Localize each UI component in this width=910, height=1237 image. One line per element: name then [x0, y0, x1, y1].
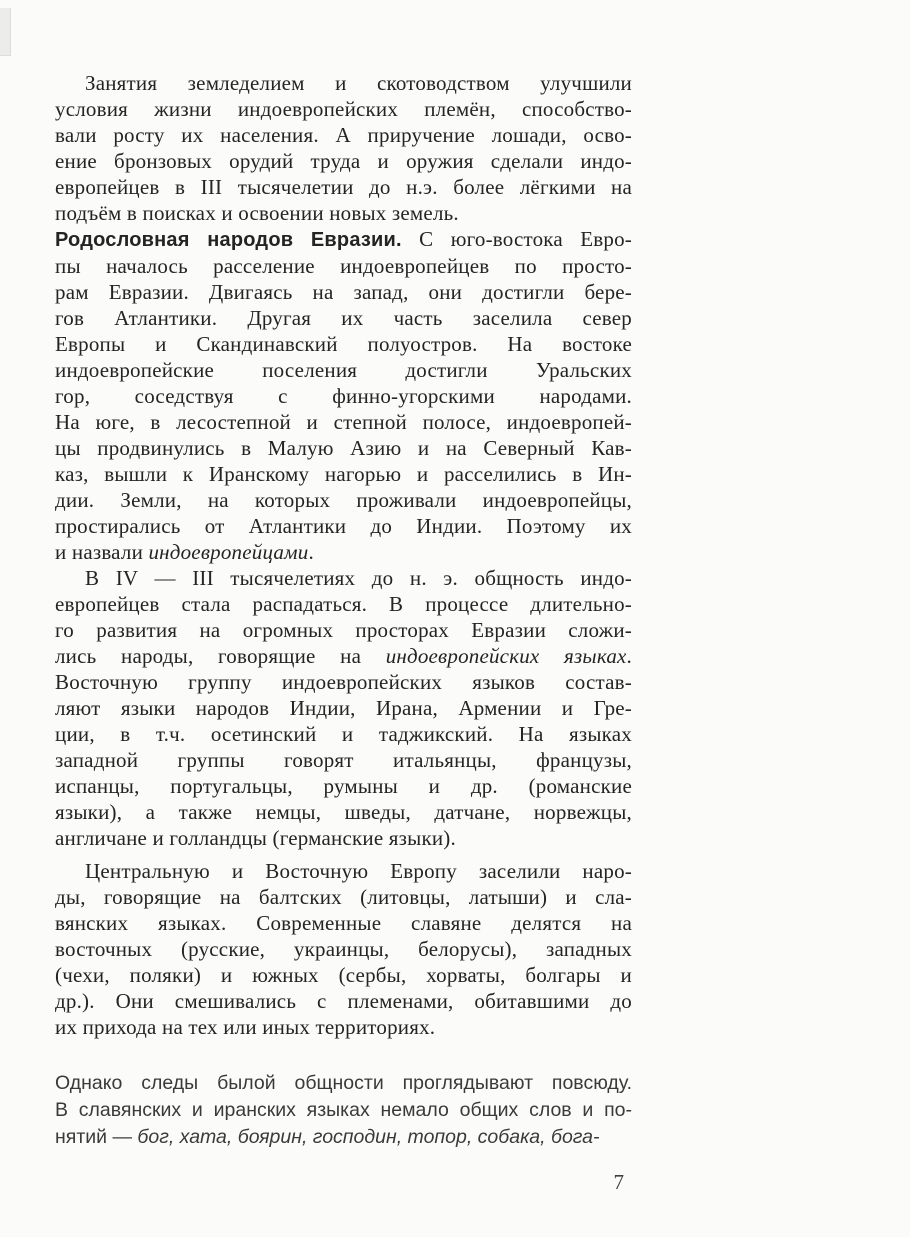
body-text: В славянских и иранских языках немало общих слов и по-: [55, 1099, 632, 1121]
body-text: языки), а также немцы, шведы, датчане, норвежцы,: [55, 800, 632, 824]
text-line: [55, 1097, 632, 1124]
body-text: простирались от Атлантики до Индии. Поэтому их: [55, 514, 632, 538]
text-line: [55, 539, 632, 565]
text-line: [55, 305, 632, 331]
body-text: .: [308, 540, 314, 564]
text-line: [55, 884, 632, 910]
text-line: [55, 383, 632, 409]
text-line: [55, 174, 632, 200]
body-text: гов Атлантики. Другая их часть заселила север: [55, 306, 632, 330]
text-line: [55, 1124, 632, 1151]
body-text: го развития на огромных просторах Евразии сложи-: [55, 618, 632, 642]
body-text: (чехи, поляки) и южных (сербы, хорваты, болгары и: [55, 963, 632, 987]
text-line: [55, 617, 632, 643]
text-line: [55, 461, 632, 487]
text-line: [55, 799, 632, 825]
body-text: лись народы, говорящие на: [55, 644, 386, 668]
body-text: .: [626, 644, 632, 668]
paragraph-intro: [55, 70, 632, 226]
body-text: др.). Они смешивались с племенами, обитавшими до: [55, 989, 632, 1013]
body-text: европейцев в III тысячелетии до н.э. более лёгкими на: [55, 175, 632, 199]
body-text: цы продвинулись в Малую Азию и на Северный Кав-: [55, 436, 632, 460]
body-text: Европы и Скандинавский полуостров. На востоке: [55, 332, 632, 356]
text-line: [55, 721, 632, 747]
text-line: [55, 962, 632, 988]
text-line: [55, 226, 632, 253]
emphasis-text: индоевропейцами: [148, 540, 309, 564]
body-text: дии. Земли, на которых проживали индоевропейцы,: [55, 488, 632, 512]
text-line: [55, 331, 632, 357]
text-line: [55, 357, 632, 383]
body-text: пы началось расселение индоевропейцев по просто-: [55, 254, 632, 278]
paragraph-raspad-obshchnosti: [55, 565, 632, 851]
body-text: гор, соседствуя с финно-угорскими народами.: [55, 384, 632, 408]
text-line: [55, 936, 632, 962]
text-line: [55, 825, 632, 851]
run-in-heading: Родословная народов Евразии.: [55, 229, 402, 251]
body-text: ляют языки народов Индии, Ирана, Армении и Гре-: [55, 696, 632, 720]
body-text: ды, говорящие на балтских (литовцы, латыши) и сла-: [55, 885, 632, 909]
body-text: Восточную группу индоевропейских языков состав-: [55, 670, 632, 694]
body-text: ение бронзовых орудий труда и оружия сделали индо-: [55, 149, 632, 173]
text-line: [55, 279, 632, 305]
text-line: [55, 858, 632, 884]
text-line: [55, 591, 632, 617]
body-text: восточных (русские, украинцы, белорусы), западных: [55, 937, 632, 961]
text-column: [55, 70, 632, 1151]
emphasis-text: бог, хата, боярин, господин, топор, собака, бога-: [137, 1126, 600, 1148]
body-text: их прихода на тех или иных территориях.: [55, 1015, 436, 1039]
body-text: рам Евразии. Двигаясь на запад, они достигли бере-: [55, 280, 632, 304]
text-line: [55, 487, 632, 513]
body-text: нятий —: [55, 1126, 138, 1148]
body-text: ции, в т.ч. осетинский и таджикский. На языках: [55, 722, 632, 746]
body-text: условия жизни индоевропейских племён, способство-: [55, 97, 632, 121]
text-line: [55, 747, 632, 773]
scan-edge-artifact: [0, 8, 11, 56]
text-line: [55, 70, 632, 96]
body-text: и назвали: [55, 540, 149, 564]
text-line: [55, 910, 632, 936]
body-text: На юге, в лесостепной и степной полосе, индоевропей-: [55, 410, 632, 434]
body-text: Занятия земледелием и скотоводством улучшили: [85, 71, 632, 95]
body-text: Однако следы былой общности проглядывают повсюду.: [55, 1072, 632, 1094]
text-line: [55, 122, 632, 148]
body-text: вали росту их населения. А приручение лошади, осво-: [55, 123, 632, 147]
body-text: С юго-востока Евро-: [401, 227, 632, 251]
text-line: [55, 200, 632, 226]
text-line: [55, 695, 632, 721]
page-number: 7: [613, 1170, 624, 1194]
body-text: испанцы, португальцы, румыны и др. (романские: [55, 774, 632, 798]
body-text: Центральную и Восточную Европу заселили наро-: [85, 859, 632, 883]
text-line: [55, 773, 632, 799]
text-line: [55, 96, 632, 122]
text-line: [55, 253, 632, 279]
text-line: [55, 1014, 632, 1040]
body-text: индоевропейские поселения достигли Уральских: [55, 358, 632, 382]
body-text: вянских языках. Современные славяне делятся на: [55, 911, 632, 935]
body-text: подъём в поисках и освоении новых земель.: [55, 201, 459, 225]
body-text: западной группы говорят итальянцы, французы,: [55, 748, 632, 772]
text-line: [55, 409, 632, 435]
text-line: [55, 669, 632, 695]
text-line: [55, 1070, 632, 1097]
body-text: европейцев стала распадаться. В процессе длительно-: [55, 592, 632, 616]
body-text: В IV — III тысячелетиях до н. э. общность индо-: [85, 566, 632, 590]
body-text: англичане и голландцы (германские языки).: [55, 826, 456, 850]
paragraph-note-sledy-obshchnosti: [55, 1070, 632, 1151]
text-line: [55, 643, 632, 669]
text-line: [55, 435, 632, 461]
emphasis-text: индоевропейских языках: [385, 644, 627, 668]
text-line: [55, 988, 632, 1014]
body-text: каз, вышли к Иранскому нагорью и расселились в Ин-: [55, 462, 632, 486]
text-line: [55, 148, 632, 174]
text-line: [55, 565, 632, 591]
text-line: [55, 513, 632, 539]
paragraph-slavyane: [55, 858, 632, 1040]
paragraph-rodoslovnaya-narodov-evrazii: [55, 226, 632, 565]
